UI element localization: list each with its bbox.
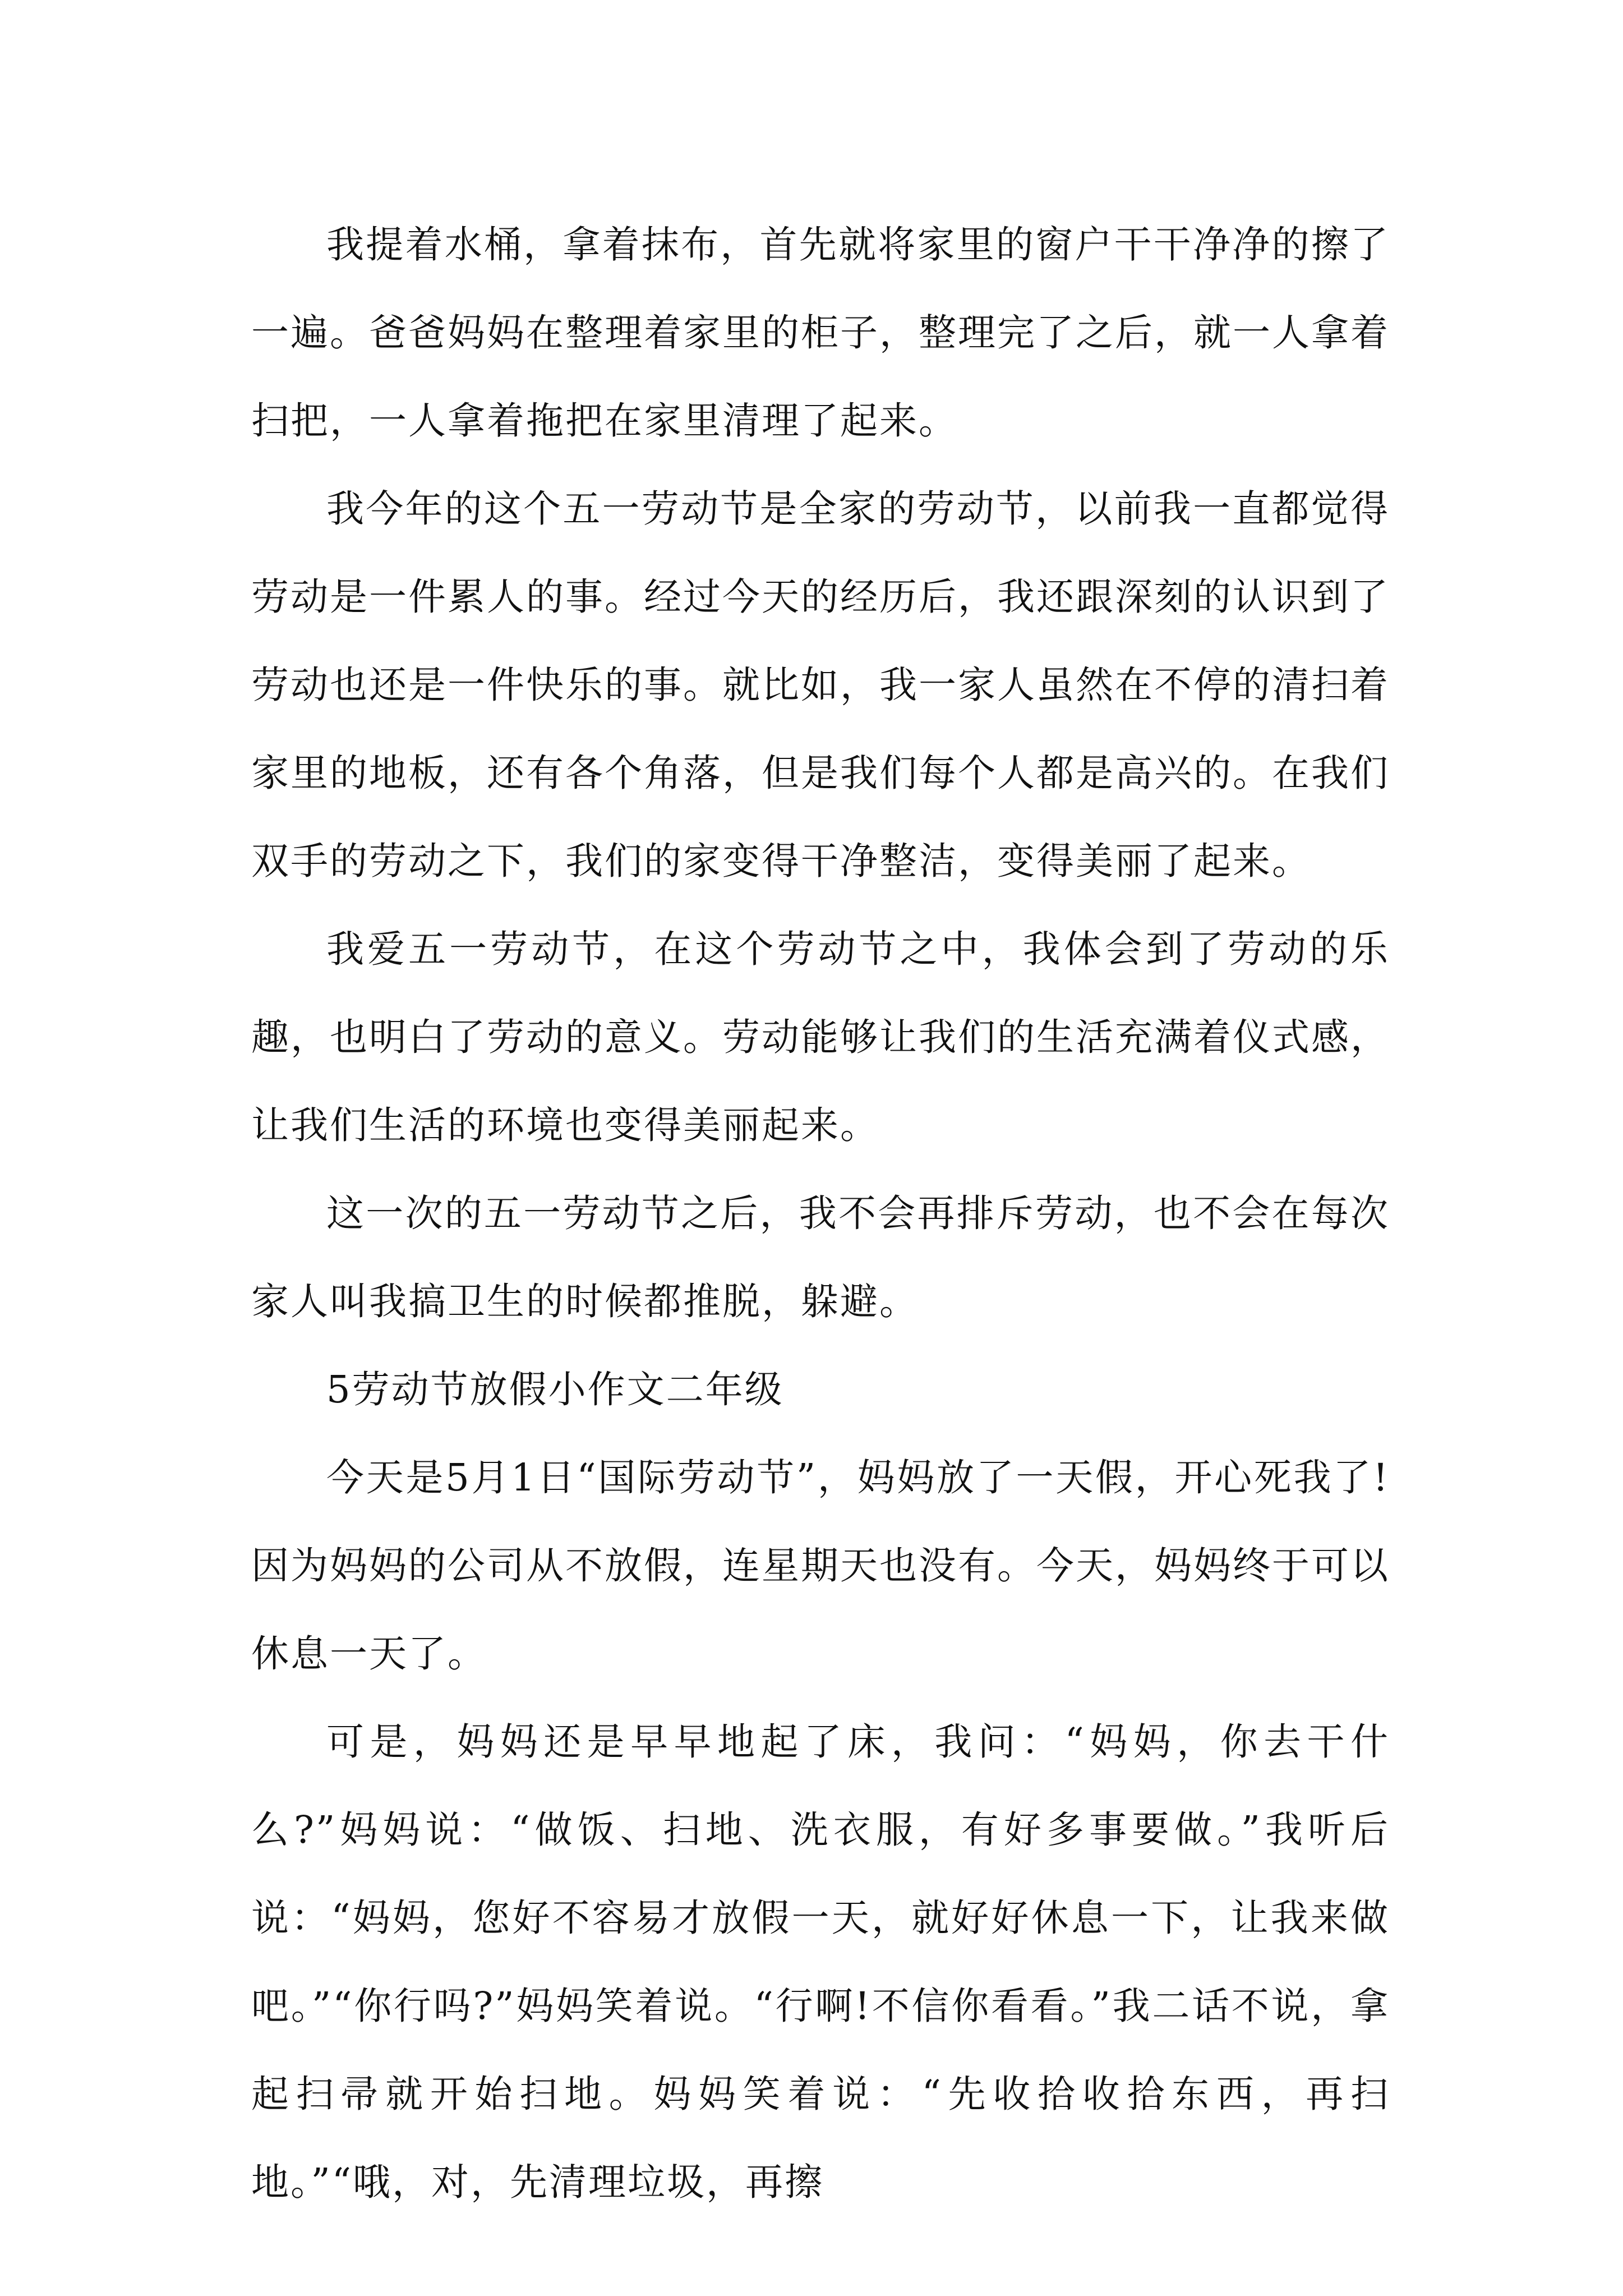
paragraph-may-first: 今天是5月1日“国际劳动节”，妈妈放了一天假，开心死我了!因为妈妈的公司从不放假，连星期天也没有。今天，妈妈终于可以休息一天了。 [251, 1456, 1390, 1676]
paragraph-mom-dialogue: 可是，妈妈还是早早地起了床，我问：“妈妈，你去干什么?”妈妈说：“做饭、扫地、洗衣服，有好多事要做。”我听后说：“妈妈，您好不容易才放假一天，就好好休息一下，让我来做吧。”“你行吗?”妈妈笑着说。“行啊!不信你看看。”我二话不说，拿起扫帚就开始扫地。妈妈笑着说：“先收拾收拾东西，再扫地。”“哦，对，先清理垃圾，再擦 [251, 1720, 1390, 2204]
document-body [251, 201, 1390, 2226]
paragraph-love-labor-day: 我爱五一劳动节，在这个劳动节之中，我体会到了劳动的乐趣，也明白了劳动的意义。劳动能够让我们的生活充满着仪式感，让我们生活的环境也变得美丽起来。 [251, 927, 1390, 1147]
paragraph-no-longer-avoid: 这一次的五一劳动节之后，我不会再排斥劳动，也不会在每次家人叫我搞卫生的时候都推脱，躲避。 [251, 1191, 1390, 1323]
paragraph-window-cleaning: 我提着水桶，拿着抹布，首先就将家里的窗户干干净净的擦了一遍。爸爸妈妈在整理着家里的柜子，整理完了之后，就一人拿着扫把，一人拿着拖把在家里清理了起来。 [251, 223, 1390, 443]
section-heading: 5劳动节放假小作文二年级 [326, 1368, 784, 1411]
paragraph-family-labor-day: 我今年的这个五一劳动节是全家的劳动节，以前我一直都觉得劳动是一件累人的事。经过今天的经历后，我还跟深刻的认识到了劳动也还是一件快乐的事。就比如，我一家人虽然在不停的清扫着家里的地板，还有各个角落，但是我们每个人都是高兴的。在我们双手的劳动之下，我们的家变得干净整洁，变得美丽了起来。 [251, 487, 1390, 883]
